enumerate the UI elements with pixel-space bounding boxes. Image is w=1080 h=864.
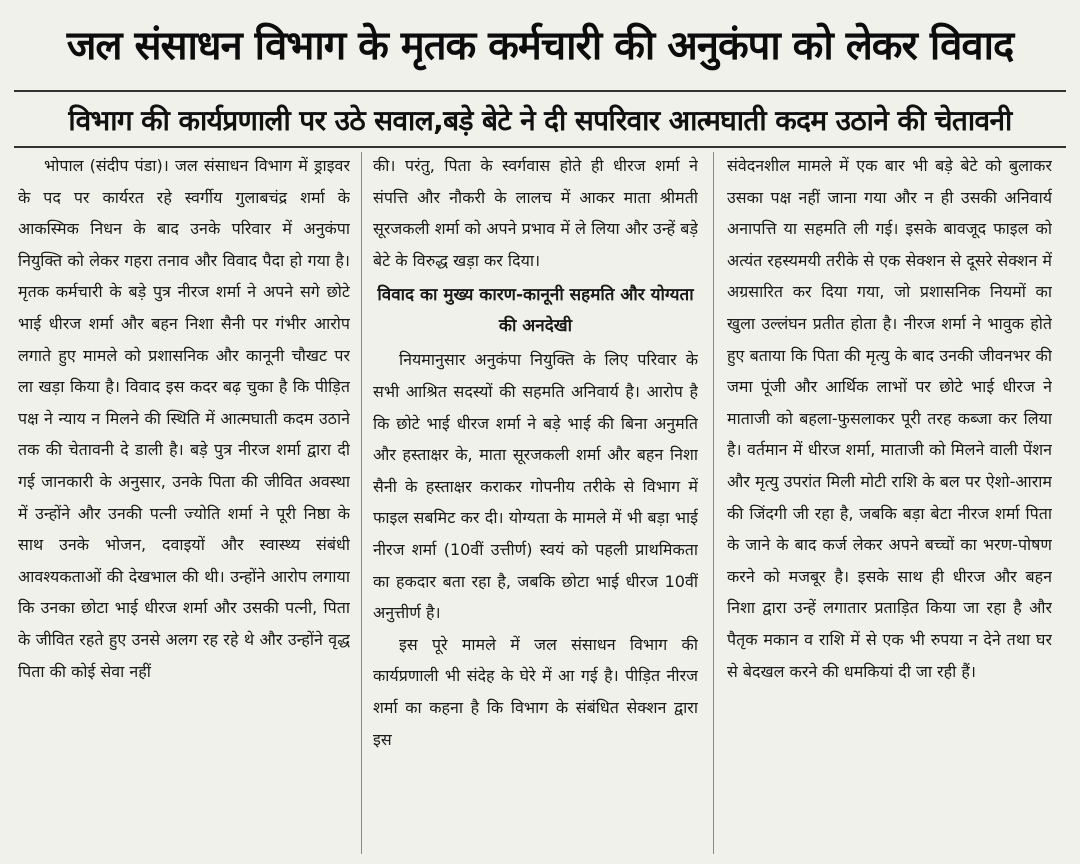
article-column-2 — [373, 150, 698, 858]
headline: जल संसाधन विभाग के मृतक कर्मचारी की अनुकंपा को लेकर विवाद — [66, 23, 1014, 69]
paragraph: नियमानुसार अनुकंपा नियुक्ति के लिए परिवार के सभी आश्रित सदस्यों की सहमति अनिवार्य है। आरोप है कि छोटे भाई धीरज शर्मा ने बड़े भाई की बिना अनुमति और हस्ताक्षर के, माता सूरजकली शर्मा और बहन निशा सैनी के हस्ताक्षर कराकर गोपनीय तरीके से विभाग में फाइल सबमिट कर दी। योग्यता के मामले में भी बड़ा भाई नीरज शर्मा (10वीं उत्तीर्ण) स्वयं को पहली प्राथमिकता का हकदार बता रहा है, जबकि छोटा भाई धीरज 10वीं अनुत्तीर्ण है। — [373, 350, 698, 623]
article-column-3 — [727, 150, 1052, 858]
paragraph: की। परंतु, पिता के स्वर्गवास होते ही धीरज शर्मा ने संपत्ति और नौकरी के लालच में आकर माता श्रीमती सूरजकली शर्मा को अपने प्रभाव में ले लिया और उन्हें बड़े बेटे के विरुद्ध खड़ा कर दिया। — [373, 156, 698, 270]
article-column-1 — [18, 150, 350, 858]
paragraph: इस पूरे मामले में जल संसाधन विभाग की कार्यप्रणाली भी संदेह के घेरे में आ गई है। पीड़ित नीरज शर्मा का कहना है कि विभाग के संबंधित सेक्शन द्वारा इस — [373, 634, 698, 749]
headline-divider — [14, 90, 1066, 92]
column-divider — [361, 152, 362, 854]
subheadline-divider — [14, 146, 1066, 148]
paragraph: संवेदनशील मामले में एक बार भी बड़े बेटे को बुलाकर उसका पक्ष नहीं जाना गया और न ही उसकी अनिवार्य अनापत्ति या सहमति ली गई। इसके बावजूद फाइल को अत्यंत रहस्यमयी तरीके से एक सेक्शन से दूसरे सेक्शन में अग्रसारित कर दिया गया, जो प्रशासनिक नियमों का खुला उल्लंघन प्रतीत होता है। नीरज शर्मा ने भावुक होते हुए बताया कि पिता की मृत्यु के बाद उनकी जीवनभर की जमा पूंजी और आर्थिक लाभों पर छोटे भाई धीरज ने माताजी को बहला-फुसलाकर पूरी तरह कब्जा कर लिया है। वर्तमान में धीरज शर्मा, माताजी को मिलने वाली पेंशन और मृत्यु उपरांत मिली मोटी राशि के बल पर ऐशो-आराम की जिंदगी जी रहा है, जबकि बड़ा बेटा नीरज शर्मा पिता के जाने के बाद कर्ज लेकर अपने बच्चों का भरण-पोषण करने को मजबूर है। इसके साथ ही धीरज और बहन निशा द्वारा उन्हें लगातार प्रताड़ित किया जा रहा है और पैतृक मकान व राशि में से एक भी रुपया न देने तथा घर से बेदखल करने की धमकियां दी जा रही हैं। — [727, 156, 1052, 681]
column-divider — [713, 152, 714, 854]
paragraph: भोपाल (संदीप पंडा)। जल संसाधन विभाग में ड्राइवर के पद पर कार्यरत रहे स्वर्गीय गुलाबचंद्र शर्मा के आकस्मिक निधन के बाद उनके परिवार में अनुकंपा नियुक्ति को लेकर गहरा तनाव और विवाद पैदा हो गया है। मृतक कर्मचारी के बड़े पुत्र नीरज शर्मा ने अपने सगे छोटे भाई धीरज शर्मा और बहन निशा सैनी पर गंभीर आरोप लगाते हुए मामले को प्रशासनिक और कानूनी चौखट पर ला खड़ा किया है। विवाद इस कदर बढ़ चुका है कि पीड़ित पक्ष ने न्याय न मिलने की स्थिति में आत्मघाती कदम उठाने तक की चेतावनी दे डाली है। बड़े पुत्र नीरज शर्मा द्वारा दी गई जानकारी के अनुसार, उनके पिता की जीवित अवस्था में उन्होंने और उनकी पत्नी ज्योति शर्मा ने पूरी निष्ठा के साथ उनके भोजन, दवाइयों और स्वास्थ्य संबंधी आवश्यकताओं की देखभाल की थी। उन्होंने आरोप लगाया कि उनका छोटा भाई धीरज शर्मा और उसकी पत्नी, पिता के जीवित रहते हुए उनसे अलग रह रहे थे और उन्होंने वृद्ध पिता की कोई सेवा नहीं — [18, 156, 350, 681]
section-subheading: विवाद का मुख्य कारण-कानूनी सहमति और योग्यता की अनदेखी — [377, 285, 694, 337]
subheadline: विभाग की कार्यप्रणाली पर उठे सवाल,बड़े बेटे ने दी सपरिवार आत्मघाती कदम उठाने की चेतावनी — [68, 104, 1012, 137]
